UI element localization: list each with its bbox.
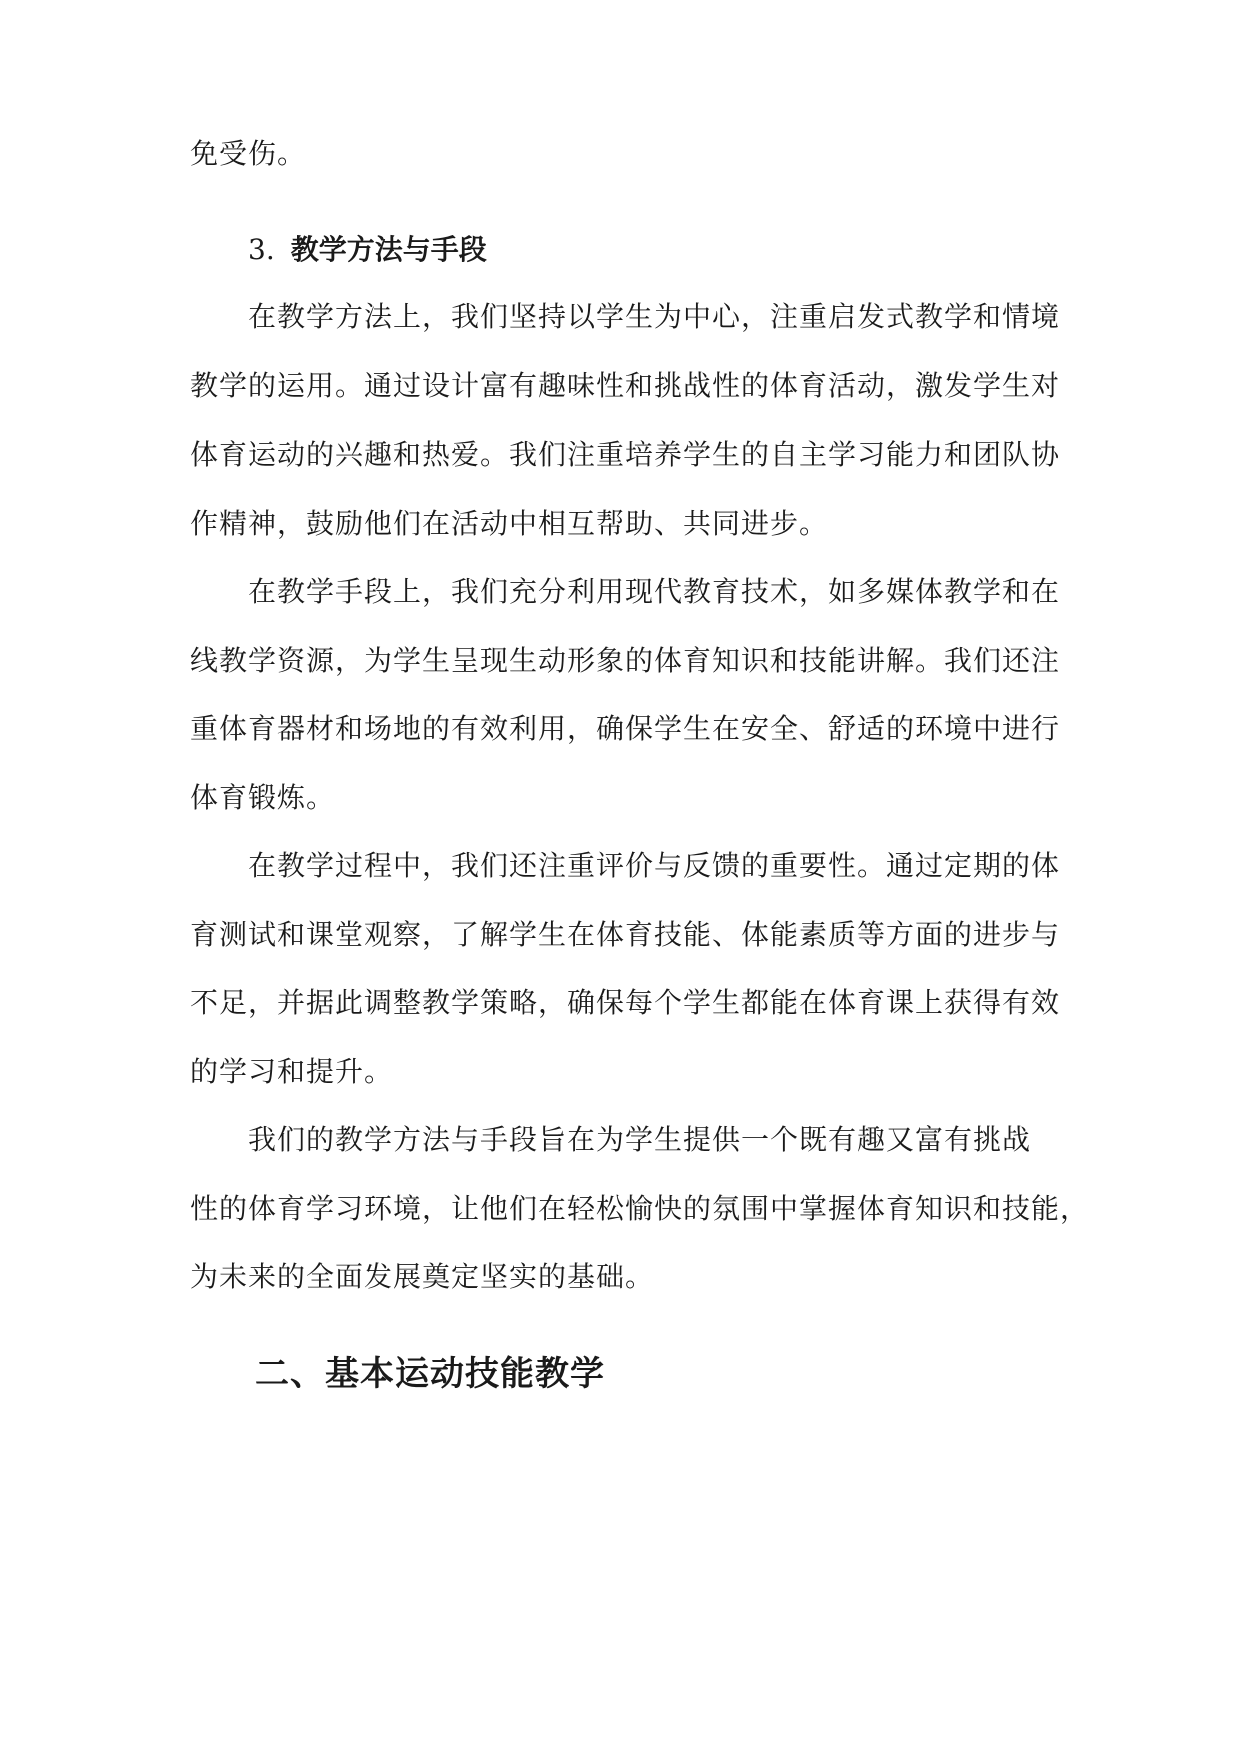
paragraph-4-line-3: 为未来的全面发展奠定坚实的基础。 [190, 1260, 655, 1293]
paragraph-4-line-2: 性的体育学习环境，让他们在轻松愉快的氛围中掌握体育知识和技能， [190, 1192, 1090, 1225]
paragraph-1-line-4: 作精神，鼓励他们在活动中相互帮助、共同进步。 [190, 507, 829, 540]
paragraph-2-line-1: 在教学手段上，我们充分利用现代教育技术，如多媒体教学和在 [248, 575, 1061, 608]
paragraph-3-line-1: 在教学过程中，我们还注重评价与反馈的重要性。通过定期的体 [248, 849, 1061, 882]
paragraph-3-line-4: 的学习和提升。 [190, 1055, 394, 1088]
paragraph-1-line-1: 在教学方法上，我们坚持以学生为中心，注重启发式教学和情境 [248, 300, 1061, 333]
paragraph-1-line-3: 体育运动的兴趣和热爱。我们注重培养学生的自主学习能力和团队协 [190, 438, 1061, 471]
paragraph-3-line-2: 育测试和课堂观察，了解学生在体育技能、体能素质等方面的进步与 [190, 918, 1061, 951]
section-number: 3. [248, 233, 275, 266]
section-title: 教学方法与手段 [290, 233, 487, 266]
lead-line: 免受伤。 [190, 137, 307, 170]
paragraph-2-line-2: 线教学资源，为学生呈现生动形象的体育知识和技能讲解。我们还注 [190, 644, 1061, 677]
chapter-heading: 二、基本运动技能教学 [255, 1354, 605, 1394]
section-heading [248, 230, 487, 270]
paragraph-4-line-1: 我们的教学方法与手段旨在为学生提供一个既有趣又富有挑战 [248, 1123, 1032, 1156]
paragraph-2-line-3: 重体育器材和场地的有效利用，确保学生在安全、舒适的环境中进行 [190, 712, 1061, 745]
paragraph-3-line-3: 不足，并据此调整教学策略，确保每个学生都能在体育课上获得有效 [190, 986, 1061, 1019]
paragraph-1-line-2: 教学的运用。通过设计富有趣味性和挑战性的体育活动，激发学生对 [190, 369, 1061, 402]
paragraph-2-line-4: 体育锻炼。 [190, 781, 336, 814]
